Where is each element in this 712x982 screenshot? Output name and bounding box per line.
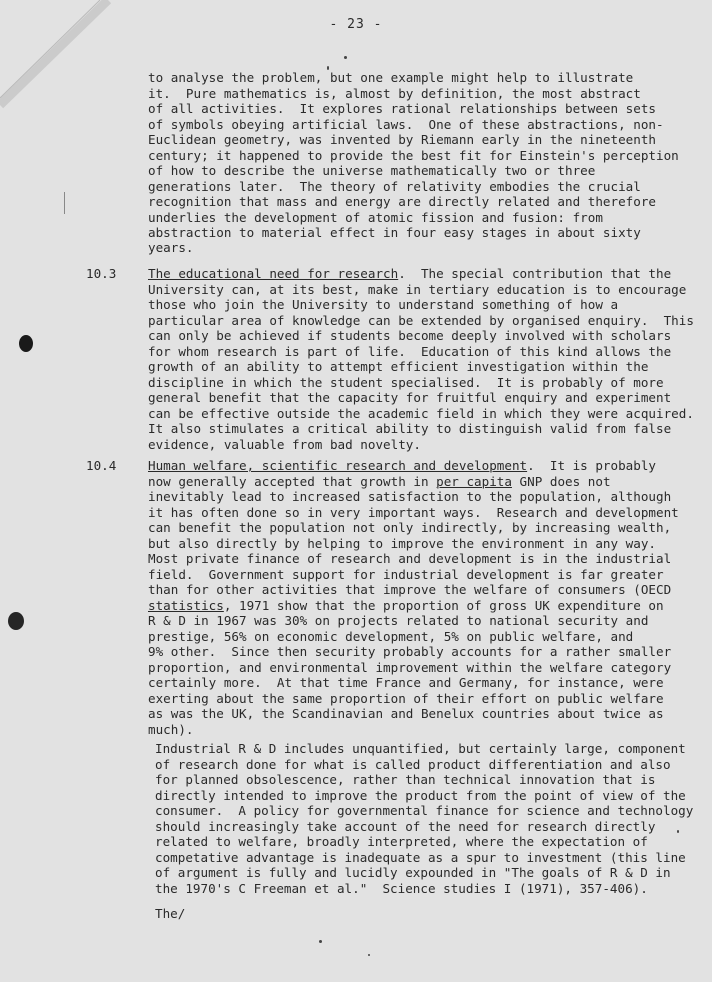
text-line: of argument is fully and lucidly expounded in "The goals of R & D in [155, 865, 671, 880]
text-line: particular area of knowledge can be extended by organised enquiry. This [148, 313, 694, 328]
text-line: should increasingly take account of the need for research directly [155, 819, 656, 834]
text-line: certainly more. At that time France and Germany, for instance, were [148, 675, 664, 690]
text-line: much). [148, 722, 194, 737]
text-line: can only be achieved if students become deeply involved with scholars [148, 328, 672, 343]
text-line: for planned obsolescence, rather than technical innovation that is [155, 772, 656, 787]
text-line: directly intended to improve the product from the point of view of the [155, 788, 686, 803]
text-line: now generally accepted that growth in per capita GNP does not [148, 474, 611, 489]
text-line: underlies the development of atomic fission and fusion: from [148, 210, 603, 225]
text-line: the 1970's C Freeman et al." Science studies I (1971), 357-406). [155, 881, 648, 896]
text-line: of how to describe the universe mathematically two or three [148, 163, 596, 178]
text-line: century; it happened to provide the best fit for Einstein's perception [148, 148, 679, 163]
text-line: exerting about the same proportion of their effort on public welfare [148, 691, 664, 706]
text-line: as was the UK, the Scandinavian and Benelux countries about twice as [148, 706, 664, 721]
scan-margin-mark [64, 192, 65, 214]
text-line: those who join the University to understand something of how a [148, 297, 619, 312]
scan-speck [677, 830, 679, 833]
text-line: of research done for what is called product differentiation and also [155, 757, 671, 772]
page-number: - 23 - [329, 17, 383, 32]
text-line: proportion, and environmental improvement within the welfare category [148, 660, 672, 675]
text-line: prestige, 56% on economic development, 5% on public welfare, and [148, 629, 634, 644]
text-line: of symbols obeying artificial laws. One of these abstractions, non- [148, 117, 664, 132]
text-line: general benefit that the capacity for fruitful enquiry and experiment [148, 390, 672, 405]
text-line: Euclidean geometry, was invented by Riemann early in the nineteenth [148, 132, 656, 147]
section-number: 10.3 [86, 266, 117, 281]
per-capita-term: per capita [436, 474, 512, 489]
text-line: it. Pure mathematics is, almost by definition, the most abstract [148, 86, 641, 101]
text-line: generations later. The theory of relativity embodies the crucial [148, 179, 641, 194]
text-line: but also directly by helping to improve the environment in any way. [148, 536, 656, 551]
text-line: Industrial R & D includes unquantified, but certainly large, component [155, 741, 686, 756]
section-first-line: Human welfare, scientific research and development. It is probably [148, 458, 657, 473]
text-line: Most private finance of research and development is in the industrial [148, 551, 672, 566]
section-heading: Human welfare, scientific research and development [148, 458, 528, 473]
text-line: can benefit the population not only indirectly, by increasing wealth, [148, 520, 672, 535]
text-line: growth of an ability to attempt efficient investigation within the [148, 359, 649, 374]
text-line: It also stimulates a critical ability to distinguish valid from false [148, 421, 672, 436]
section-number: 10.4 [86, 458, 117, 473]
text-line: University can, at its best, make in tertiary education is to encourage [148, 282, 687, 297]
text-line: than for other activities that improve the welfare of consumers (OECD [148, 582, 672, 597]
text-line: discipline in which the student specialised. It is probably of more [148, 375, 664, 390]
text-line: can be effective outside the academic field in which they were acquired. [148, 406, 694, 421]
text-line: competative advantage is inadequate as a spur to investment (this line [155, 850, 686, 865]
punch-hole-mark [8, 612, 24, 630]
text-line: of all activities. It explores rational relationships between sets [148, 101, 656, 116]
scan-speck [319, 940, 322, 943]
text-line: to analyse the problem, but one example might help to illustrate [148, 70, 634, 85]
scan-speck [344, 56, 347, 59]
statistics-term: statistics [148, 598, 224, 613]
text-line: 9% other. Since then security probably accounts for a rather smaller [148, 644, 672, 659]
scan-speck [368, 954, 370, 956]
text-line: consumer. A policy for governmental finance for science and technology [155, 803, 694, 818]
text-line: recognition that mass and energy are directly related and therefore [148, 194, 656, 209]
text-line: evidence, valuable from bad novelty. [148, 437, 421, 452]
text-line: R & D in 1967 was 30% on projects related to national security and [148, 613, 649, 628]
text-line: related to welfare, broadly interpreted, where the expectation of [155, 834, 648, 849]
text-line: abstraction to material effect in four easy stages in about sixty [148, 225, 641, 240]
text-line: statistics, 1971 show that the proportion of gross UK expenditure on [148, 598, 664, 613]
text-line: it has often done so in very important ways. Research and development [148, 505, 679, 520]
text-line: years. [148, 240, 194, 255]
text-line: inevitably lead to increased satisfaction to the population, although [148, 489, 672, 504]
section-heading: The educational need for research [148, 266, 399, 281]
section-first-line: The educational need for research. The special contribution that the [148, 266, 672, 281]
scan-speck [327, 66, 329, 70]
punch-hole-mark [19, 335, 33, 352]
text-line: field. Government support for industrial development is far greater [148, 567, 664, 582]
catchword: The/ [155, 906, 186, 921]
text-line: for whom research is part of life. Education of this kind allows the [148, 344, 672, 359]
